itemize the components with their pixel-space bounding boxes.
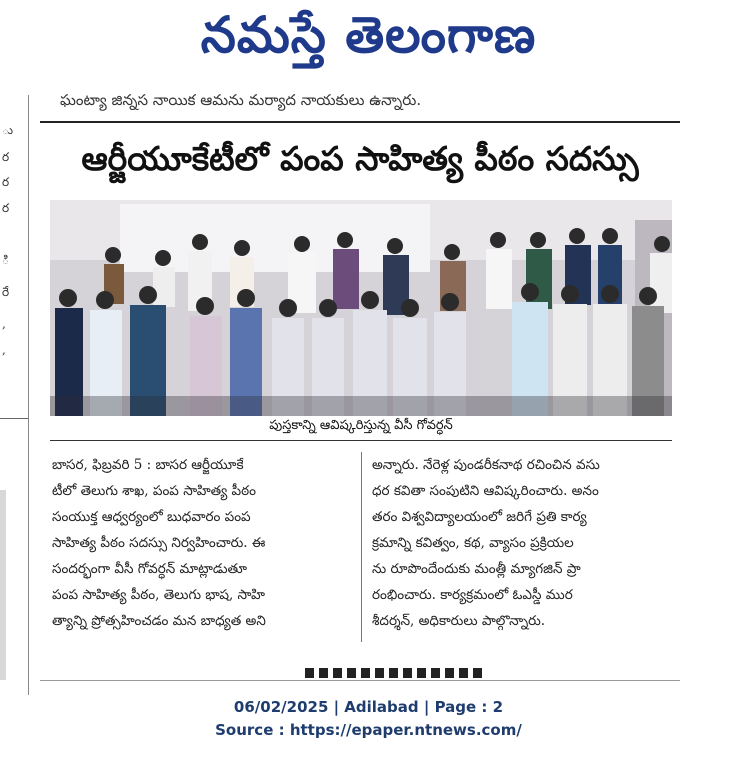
column-divider xyxy=(28,95,29,695)
article-headline: ఆర్జీయూకేటీలో పంప సాహిత్య పీఠం సదస్సు xyxy=(81,139,639,178)
left-adjacent-column xyxy=(0,95,30,695)
article-line: సాహిత్య పీఠం సదస్సు నిర్వహించారు. ఈ xyxy=(52,535,266,551)
article-line: టీలో తెలుగు శాఖ, పంప సాహిత్య పీఠం xyxy=(52,483,257,499)
newspaper-logo: నమస్తే తెలంగాణ xyxy=(200,6,537,64)
previous-article-cutoff: ఘంట్యా జిన్నస నాయిక ఆమను మర్యాద నాయకులు ఉన్నారు. xyxy=(60,91,422,109)
photo-caption: పుస్తకాన్ని ఆవిష్కరిస్తున్న వీసీ గోవర్ధన్ xyxy=(269,418,453,433)
article-line: ధర కవితా సంపుటిని ఆవిష్కరించారు. అనం xyxy=(372,483,599,499)
left-fragment: ర xyxy=(2,175,10,189)
article-column-1 xyxy=(52,452,352,634)
article-line: క్రమాన్ని కవిత్వం, కథ, వ్యాసం ప్రక్రియల xyxy=(372,535,574,551)
next-article-cutoff xyxy=(305,668,485,678)
article-line: సందర్భంగా వీసీ గోవర్ధన్ మాట్లాడుతూ xyxy=(52,561,248,577)
left-fragment: రే xyxy=(2,285,10,299)
column-divider xyxy=(361,452,362,642)
article-line: అన్నారు. నేరెళ్ల పుండరీకనాథ రచించిన వసు xyxy=(372,457,600,473)
left-fragment: ర xyxy=(2,150,10,164)
article-line: శీదర్శన్, అధికారులు పాల్గొన్నారు. xyxy=(372,613,546,629)
article-line: సంయుక్త ఆధ్వర్యంలో బుధవారం పంప xyxy=(52,509,251,525)
left-fragment: , xyxy=(2,343,6,357)
headline-rule xyxy=(40,121,680,123)
left-fragment: ర xyxy=(2,201,10,215)
caption-rule xyxy=(50,440,672,441)
article-column-2 xyxy=(372,452,672,634)
article-line: బాసర, ఫిబ్రవరి 5 : బాసర ఆర్జీయూకే xyxy=(52,457,244,473)
bottom-rule xyxy=(40,680,680,681)
footer-source-link[interactable]: Source : https://epaper.ntnews.com/ xyxy=(215,721,522,739)
left-rule xyxy=(0,418,28,419)
group-photo-illustration xyxy=(50,200,672,416)
article-photo xyxy=(50,200,672,416)
left-fragment: ు xyxy=(2,123,14,137)
left-fragment: , xyxy=(2,317,6,331)
article-line: రంభించారు. కార్యక్రమంలో ఓఎస్డీ ముర xyxy=(372,587,573,603)
footer-date-edition: 06/02/2025 | Adilabad | Page : 2 xyxy=(233,698,504,716)
masthead xyxy=(0,0,737,80)
article-line: త్యాన్ని ప్రోత్సహించడం మన బాధ్యత అని xyxy=(52,613,266,629)
article-line: ను రూపొందేందుకు మంత్లీ మ్యాగజిన్ ప్రా xyxy=(372,561,581,577)
left-fragment: ి xyxy=(2,253,9,267)
article-line: పంప సాహిత్య పీఠం, తెలుగు భాష, సాహి xyxy=(52,587,266,603)
adjacent-photo-edge xyxy=(0,490,6,680)
article-line: తరం విశ్వవిద్యాలయంలో జరిగే ప్రతి కార్య xyxy=(372,509,587,525)
